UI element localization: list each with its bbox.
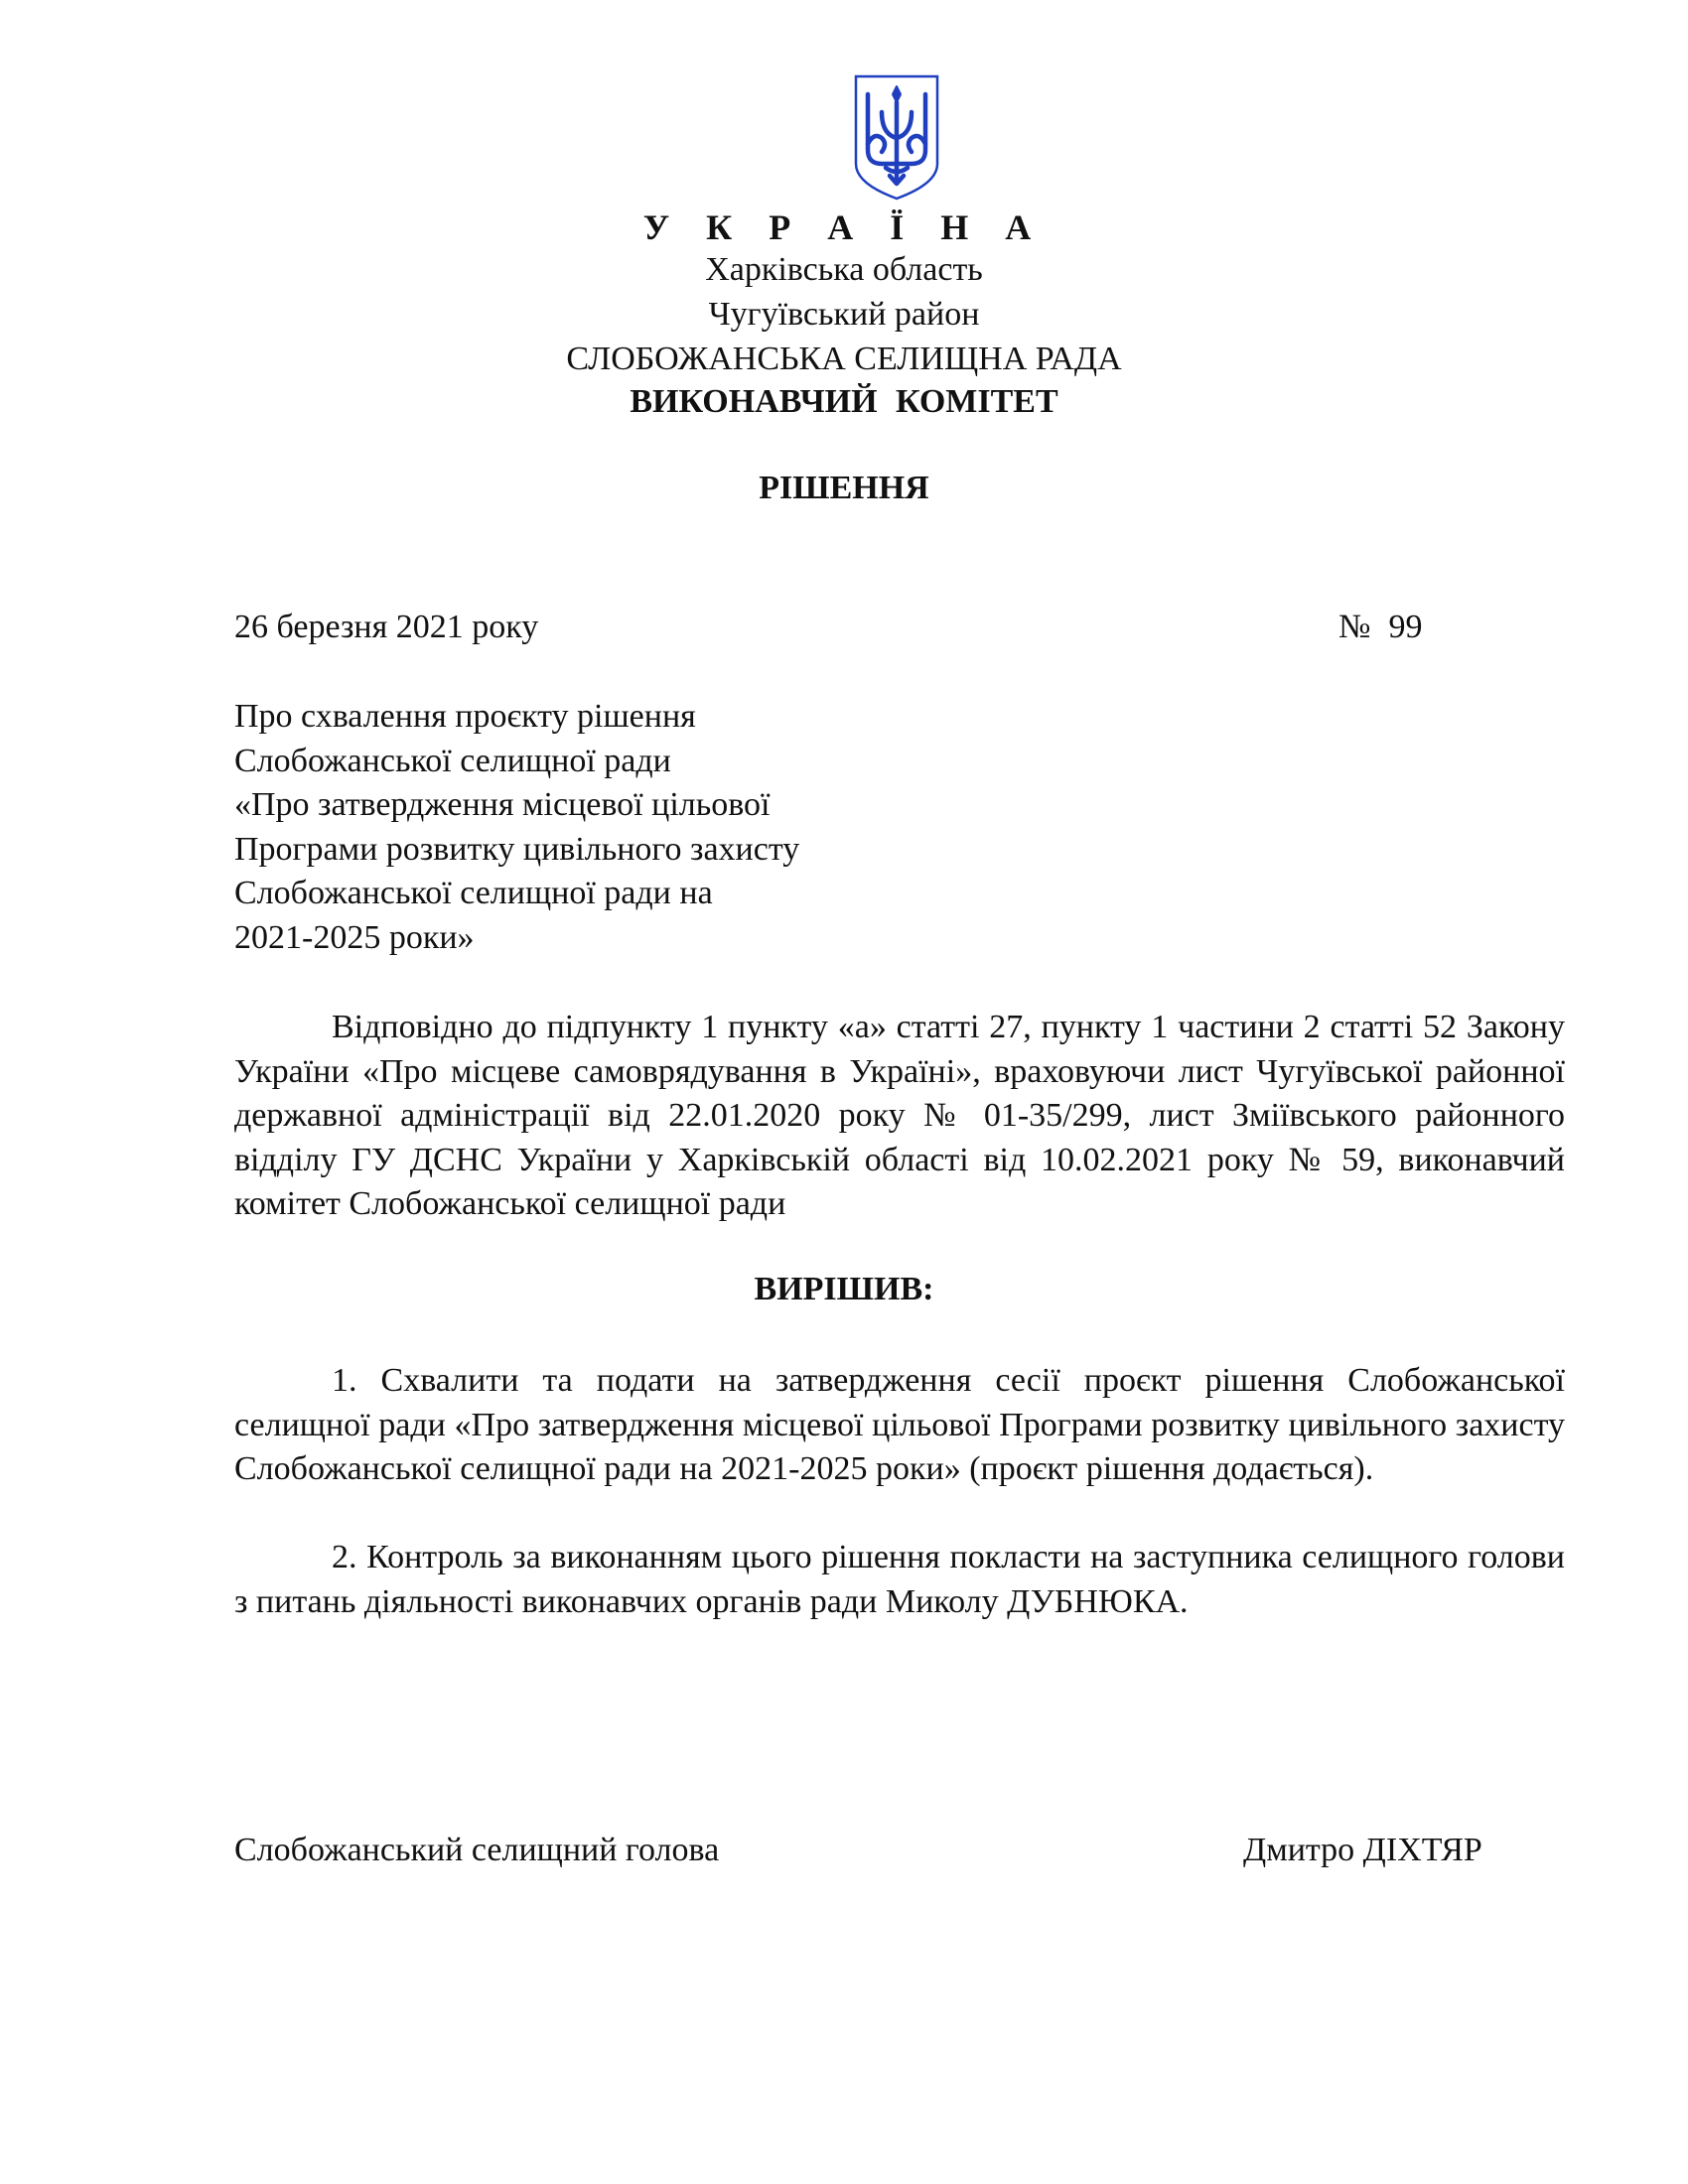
subject-line: «Про затвердження місцевої цільової	[234, 786, 771, 823]
document-title: РІШЕННЯ	[759, 470, 929, 506]
district-name: Чугуївський район	[708, 296, 980, 333]
committee-name: ВИКОНАВЧИЙ КОМІТЕТ	[630, 383, 1058, 420]
country-name: У К Р А Ї Н А	[642, 207, 1046, 247]
decision-item-2: 2. Контроль за виконанням цього рішення покласти на заступника селищного голови з питань діяльності виконавчих органів ради Миколу ДУБНЮКА.	[234, 1539, 1565, 1620]
preamble-paragraph: Відповідно до підпункту 1 пункту «а» статті 27, пункту 1 частини 2 статті 52 Закону України «Про місцеве самоврядування в Україні», враховуючи лист Чугуївської районної державної адміністрації від 22.01.2020 року № 01-35/299, лист Зміївського районного відділу ГУ ДСНС України у Харківській області від 10.02.2021 року № 59, виконавчий комітет Слобожанської селищної ради	[234, 1009, 1565, 1222]
number-sign: №	[1338, 609, 1371, 645]
subject-line: Слобожанської селищної ради на	[234, 875, 713, 911]
subject-line: 2021-2025 роки»	[234, 918, 475, 956]
number-value: 99	[1388, 609, 1423, 645]
signatory-position: Слобожанський селищний голова	[234, 1832, 720, 1868]
decision-number	[1338, 606, 1422, 649]
subject-line: Про схвалення проєкту рішення	[234, 698, 696, 735]
resolve-heading: ВИРІШИВ:	[754, 1271, 934, 1307]
region-name: Харківська область	[705, 251, 983, 288]
council-name: СЛОБОЖАНСЬКА СЕЛИЩНА РАДА	[566, 341, 1122, 377]
decision-subject	[234, 695, 929, 960]
signatory-name: Дмитро ДІХТЯР	[1243, 1832, 1482, 1868]
subject-line: Програми розвитку цивільного захисту	[234, 830, 800, 868]
decision-date: 26 березня 2021 року	[234, 609, 539, 645]
decision-item-1: 1. Схвалити та подати на затвердження сесії проєкт рішення Слобожанської селищної ради «Про затвердження місцевої цільової Програми розвитку цивільного захисту Слобожанської селищної ради на 2021-2025 роки» (проєкт рішення додається).	[234, 1362, 1565, 1487]
subject-line: Слобожанської селищної ради	[234, 742, 671, 779]
coat-of-arms-trident-icon	[852, 72, 941, 202]
